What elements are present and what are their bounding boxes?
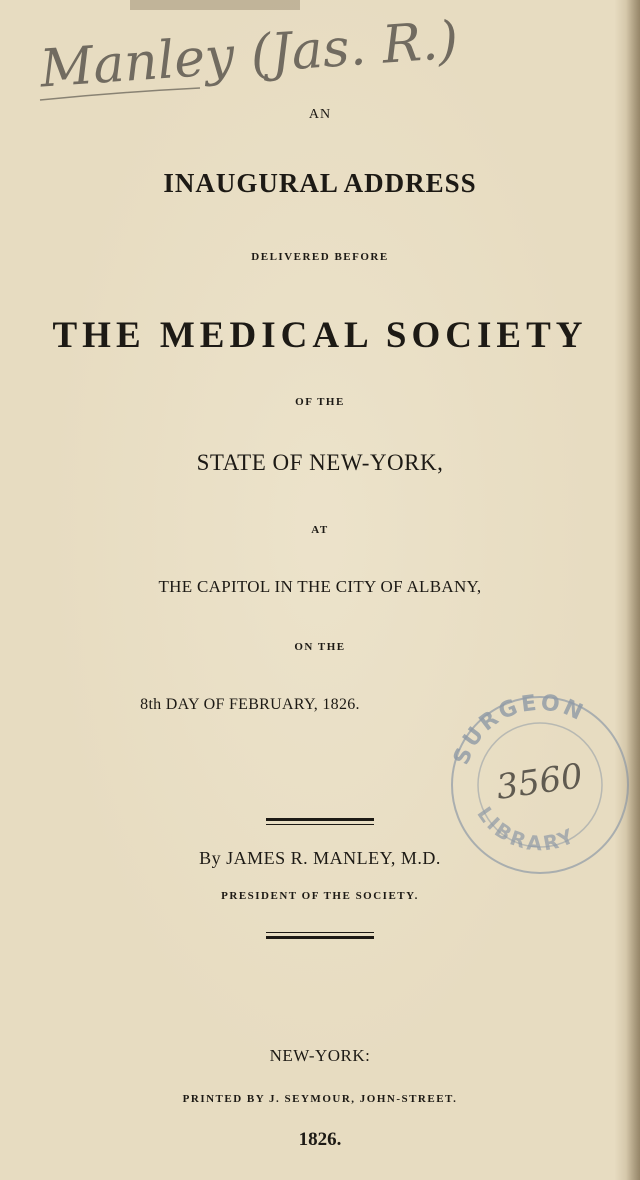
rule-upper-thin (266, 824, 374, 825)
stamp-bottom-text: LIBRARY (472, 802, 580, 856)
rule-lower-thin (266, 932, 374, 933)
imprint-printer: PRINTED BY J. SEYMOUR, JOHN-STREET. (182, 1093, 458, 1105)
stamp-top-text: SURGEON (449, 690, 590, 769)
date-line: 8th DAY OF FEBRUARY, 1826. (140, 696, 360, 713)
imprint-year: 1826. (298, 1129, 342, 1150)
page-title: INAUGURAL ADDRESS (163, 168, 477, 198)
page-edge-shadow (626, 0, 640, 1180)
imprint-city: NEW-YORK: (269, 1046, 371, 1065)
of-the: OF THE (295, 396, 345, 408)
handwriting-text: Manley (Jas. R.) (38, 10, 461, 100)
state-name: STATE OF NEW-YORK, (196, 450, 444, 475)
author-line: By JAMES R. MANLEY, M.D. (199, 848, 441, 868)
society-name: THE MEDICAL SOCIETY (52, 315, 588, 356)
author-title: PRESIDENT OF THE SOCIETY. (221, 890, 419, 902)
on-the: ON THE (294, 641, 346, 653)
rule-lower-thick (266, 936, 374, 939)
capitol-line: THE CAPITOL IN THE CITY OF ALBANY, (158, 577, 482, 596)
at-word: AT (311, 524, 329, 536)
delivered-before: DELIVERED BEFORE (251, 251, 389, 263)
top-tab-shadow (130, 0, 300, 10)
rule-upper-thick (266, 818, 374, 821)
header-an: AN (308, 107, 332, 122)
stamp-number: 3560 (493, 756, 586, 808)
